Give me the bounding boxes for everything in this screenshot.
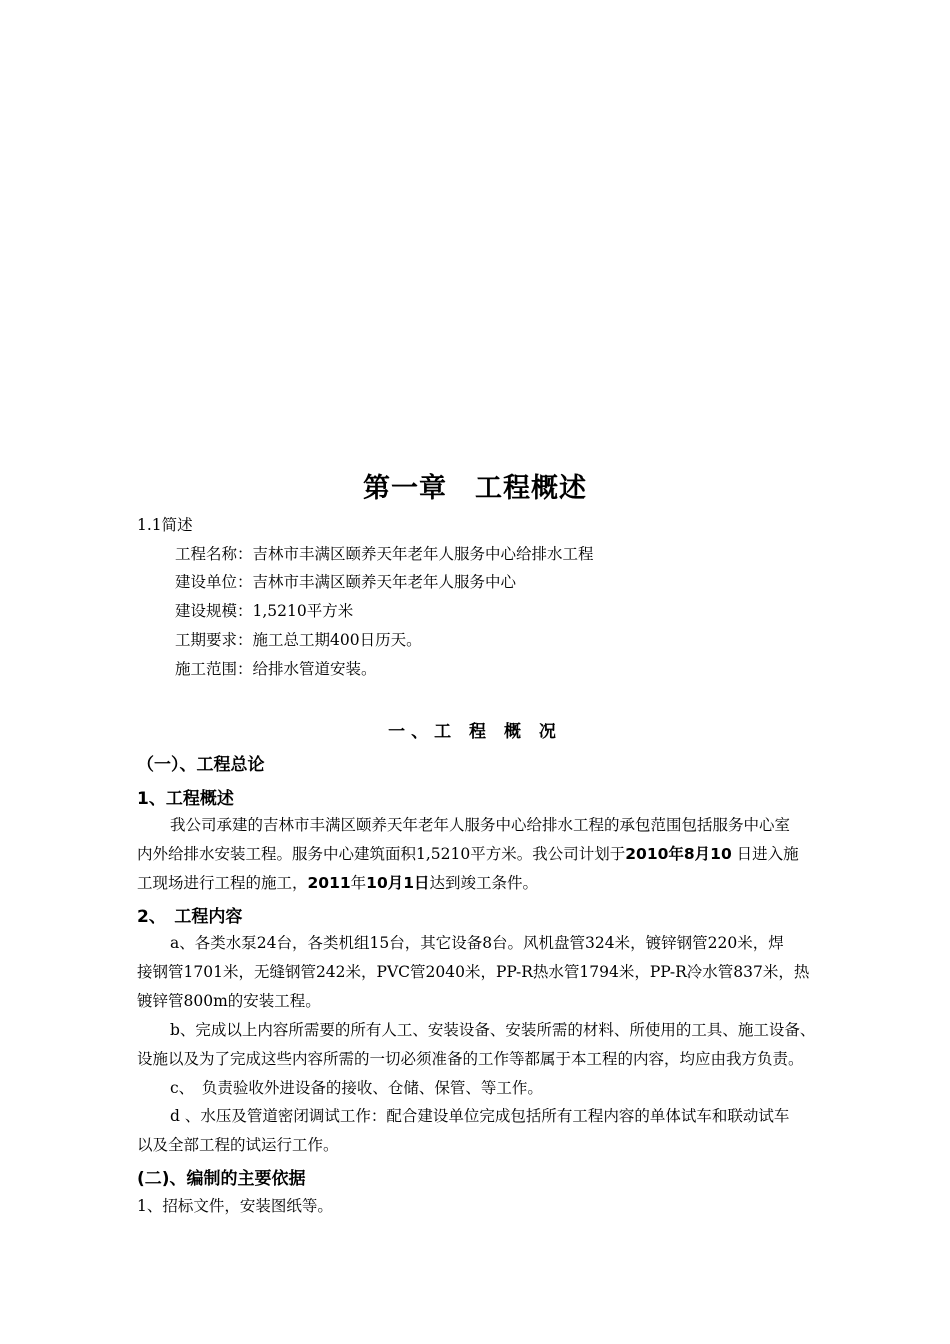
content-b-line-2: 设施以及为了完成这些内容所需的一切必须准备的工作等都属于本工程的内容，均应由我方负责。 (137, 1050, 804, 1068)
heading-project-overview: 1、工程概述 (137, 789, 234, 809)
content-a-line-2: 接钢管1701米，无缝钢管242米，PVC管2040米，PP-R热水管1794米，PP-R冷水管837米，热 (137, 963, 810, 981)
section-heading-1-1: 1.1简述 (137, 516, 193, 534)
overview-paragraph-line-3 (137, 873, 538, 893)
chapter-title: 第一章 工程概述 (363, 473, 587, 504)
content-a-line-1: a、各类水泵24台，各类机组15台，其它设备8台。风机盘管324米，镀锌钢管220米，焊 (170, 934, 784, 952)
start-date: 2010年8月10 (625, 845, 732, 863)
overview-item-project-name: 工程名称：吉林市丰满区颐养天年老年人服务中心给排水工程 (175, 545, 594, 563)
overview-paragraph-line-2 (137, 844, 799, 864)
subsection-basis: (二)、编制的主要依据 (137, 1169, 306, 1189)
content-d-line-2: 以及全部工程的试运行工作。 (137, 1136, 339, 1154)
overview-text: 内外给排水安装工程。服务中心建筑面积1,5210平方米。我公司计划于 (137, 845, 626, 863)
completion-year: 2011 (307, 874, 351, 892)
overview-text: 工现场进行工程的施工， (137, 874, 308, 892)
overview-text: 日进入施 (731, 845, 799, 863)
overview-text: 年 (350, 874, 367, 892)
completion-date: 10月1日 (366, 874, 430, 892)
overview-paragraph-line-1: 我公司承建的吉林市丰满区颐养天年老年人服务中心给排水工程的承包范围包括服务中心室 (170, 816, 791, 834)
overview-text: 达到竣工条件。 (429, 874, 539, 892)
overview-item-duration: 工期要求：施工总工期400日历天。 (175, 631, 422, 649)
part-one-title: 一、工 程 概 况 (388, 722, 562, 742)
content-b-line-1: b、完成以上内容所需要的所有人工、安装设备、安装所需的材料、所使用的工具、施工设备、 (170, 1021, 816, 1039)
overview-item-scale: 建设规模：1,5210平方米 (175, 602, 354, 620)
subsection-general: （一）、工程总论 (137, 755, 265, 775)
content-c: c、 负责验收外进设备的接收、仓储、保管、等工作。 (170, 1079, 543, 1097)
overview-item-client: 建设单位：吉林市丰满区颐养天年老年人服务中心 (175, 573, 517, 591)
overview-item-scope: 施工范围：给排水管道安装。 (175, 660, 377, 678)
content-a-line-3: 镀锌管800m的安装工程。 (137, 992, 321, 1010)
basis-item-1: 1、招标文件，安装图纸等。 (137, 1197, 333, 1215)
heading-project-content: 2、 工程内容 (137, 907, 243, 927)
content-d-line-1: d 、水压及管道密闭调试工作：配合建设单位完成包括所有工程内容的单体试车和联动试车 (170, 1107, 790, 1125)
